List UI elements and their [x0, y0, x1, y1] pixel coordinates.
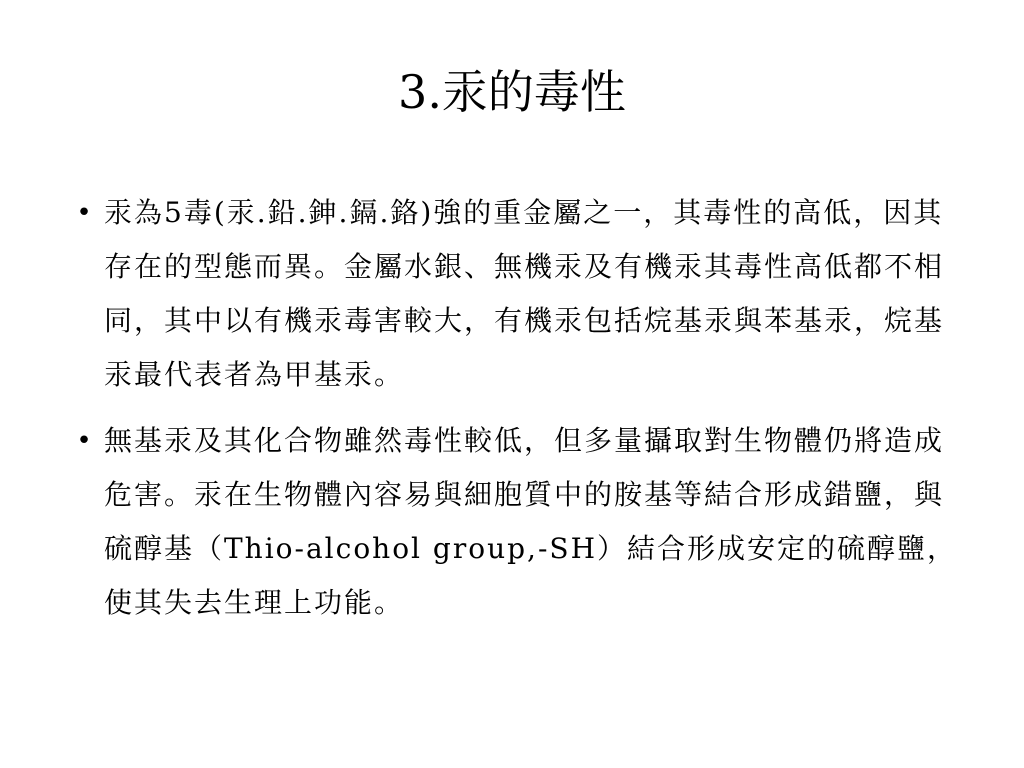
bullet-text: 汞為5毒(汞.鉛.鉮.鎘.鉻)強的重金屬之一，其毒性的高低，因其存在的型態而異。金屬水銀、無機汞及有機汞其毒性高低都不相同，其中以有機汞毒害較大，有機汞包括烷基汞與苯基汞，烷基汞最代表者為甲基汞。 — [104, 196, 945, 391]
bullet-item — [72, 414, 962, 630]
bullet-marker: • — [76, 198, 94, 228]
bullet-list — [72, 186, 962, 642]
bullet-item — [72, 186, 962, 402]
slide-title: 3.汞的毒性 — [398, 65, 626, 119]
bullet-marker: • — [76, 426, 94, 456]
bullet-text: 無基汞及其化合物雖然毒性較低，但多量攝取對生物體仍將造成危害。汞在生物體內容易與細胞質中的胺基等結合形成錯鹽，與硫醇基（Thio-alcohol group,-SH）結合形成安定的硫醇鹽，使其失去生理上功能。 — [104, 424, 958, 619]
